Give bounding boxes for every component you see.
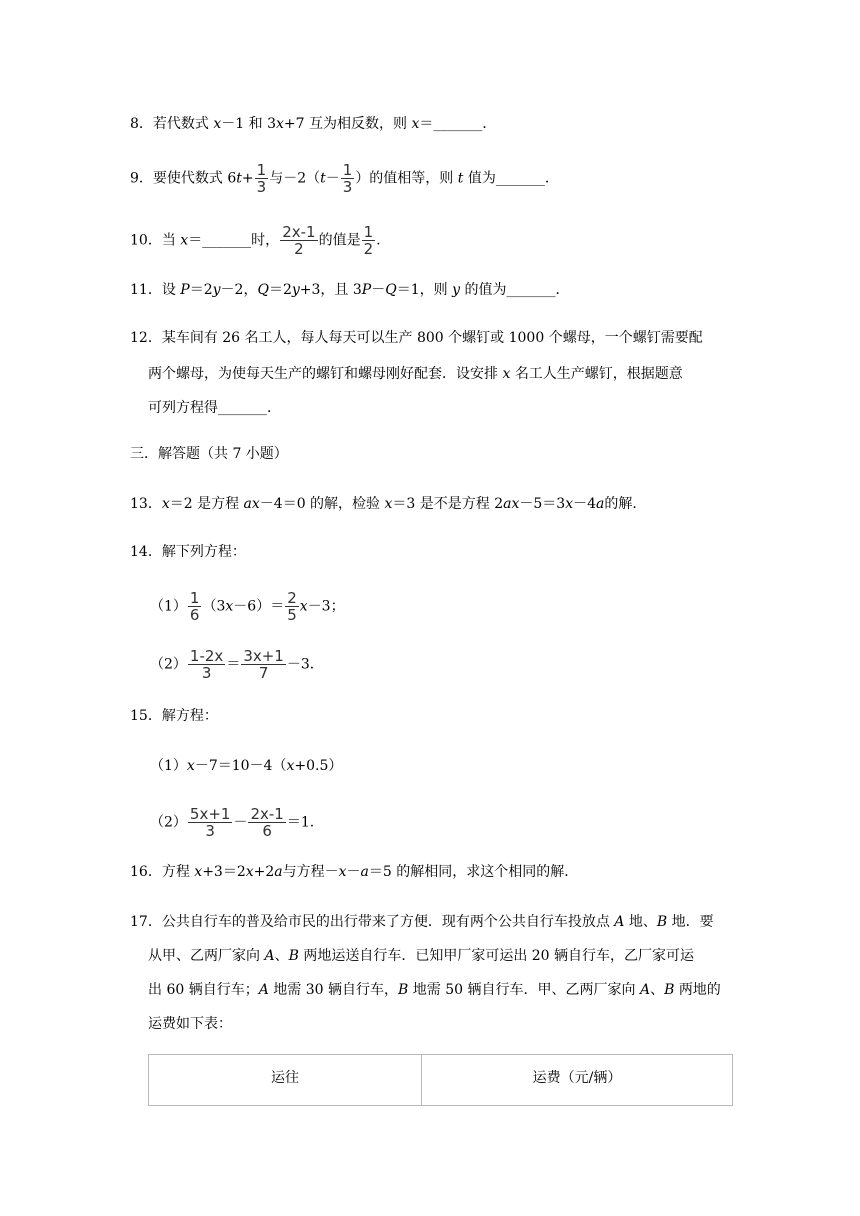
fraction-two-fifths: $\frac{2}{5}$ — [287, 589, 297, 624]
question-17-line-2: 从甲、乙两厂家向 A、B 两地运送自行车．已知甲厂家可运出 20 辆自行车，乙厂家可运 — [148, 948, 695, 964]
fraction-one-third: $\frac{1}{3}$ — [256, 161, 267, 196]
question-15-part-2: （2） $\frac{5x+1}{3}$ － $\frac{2x-1}{6}$ ＝1. — [150, 805, 315, 840]
fraction-5x-1-over-3: $\frac{5x+1}{3}$ — [189, 805, 231, 840]
question-16: 16．方程 x+3＝2x+2a与方程－x－a＝5 的解相同，求这个相同的解． — [130, 864, 579, 880]
question-17-line-3: 出 60 辆自行车；A 地需 30 辆自行车，B 地需 50 辆自行车．甲、乙两厂家向 A、B 两地的 — [148, 982, 721, 998]
question-12-line-2: 两个螺母，为使每天生产的螺钉和螺母刚好配套．设安排 x 名工人生产螺钉，根据题意 — [148, 366, 683, 382]
question-14: 14．解下列方程： — [130, 544, 246, 560]
question-15: 15．解方程： — [130, 708, 218, 724]
question-11: 11．设 P＝2y－2，Q＝2y+3，且 3P－Q＝1，则 y 的值为_______． — [130, 282, 570, 298]
fraction-2x-1-over-2: $\frac{2x-1}{2}$ — [282, 223, 316, 258]
question-9: 9．要使代数式 6t+ $\frac{1}{3}$ 与－2（t－ $\frac{1}{3}$ ）的值相等，则 t 值为_______． — [130, 161, 559, 196]
table-header-destination: 运往 — [149, 1055, 422, 1106]
question-8: 8．若代数式 x－1 和 3x+7 互为相反数，则 x＝_______． — [130, 116, 497, 132]
table-row — [149, 1055, 733, 1106]
question-17-line-1: 17．公共自行车的普及给市民的出行带来了方便．现有两个公共自行车投放点 A 地、B 地．要 — [130, 914, 714, 930]
question-12-line-1: 12．某车间有 26 名工人，每人每天可以生产 800 个螺钉或 1000 个螺母，一个螺钉需要配 — [130, 330, 703, 346]
question-10: 10．当 x＝_______时， $\frac{2x-1}{2}$ 的值是 $\frac{1}{2}$ . — [130, 223, 381, 258]
question-13: 13．x＝2 是方程 ax－4＝0 的解，检验 x＝3 是不是方程 2ax－5＝3x－4a的解． — [130, 496, 647, 512]
table-header-freight: 运费（元/辆） — [422, 1055, 733, 1106]
question-17-line-4: 运费如下表： — [148, 1016, 232, 1032]
question-14-part-1: （1） $\frac{1}{6}$ （3x－6）＝ $\frac{2}{5}$ x－3； — [150, 589, 345, 624]
question-15-part-1: （1）x－7＝10－4（x+0.5） — [150, 758, 343, 774]
fraction-2x-1-over-6: $\frac{2x-1}{6}$ — [250, 805, 284, 840]
question-12-line-3: 可列方程得_______． — [148, 400, 281, 416]
question-14-part-2: （2） $\frac{1-2x}{3}$ ＝ $\frac{3x+1}{7}$ －3． — [150, 647, 324, 682]
fraction-3x-1-over-7: $\frac{3x+1}{7}$ — [243, 647, 284, 682]
fraction-1-2x-over-3: $\frac{1-2x}{3}$ — [189, 647, 224, 682]
fraction-one-sixth: $\frac{1}{6}$ — [189, 589, 200, 624]
section-heading: 三．解答题（共 7 小题） — [130, 446, 288, 462]
freight-table — [148, 1054, 733, 1106]
fraction-one-half: $\frac{1}{2}$ — [363, 223, 374, 258]
fraction-one-third-2: $\frac{1}{3}$ — [342, 161, 353, 196]
